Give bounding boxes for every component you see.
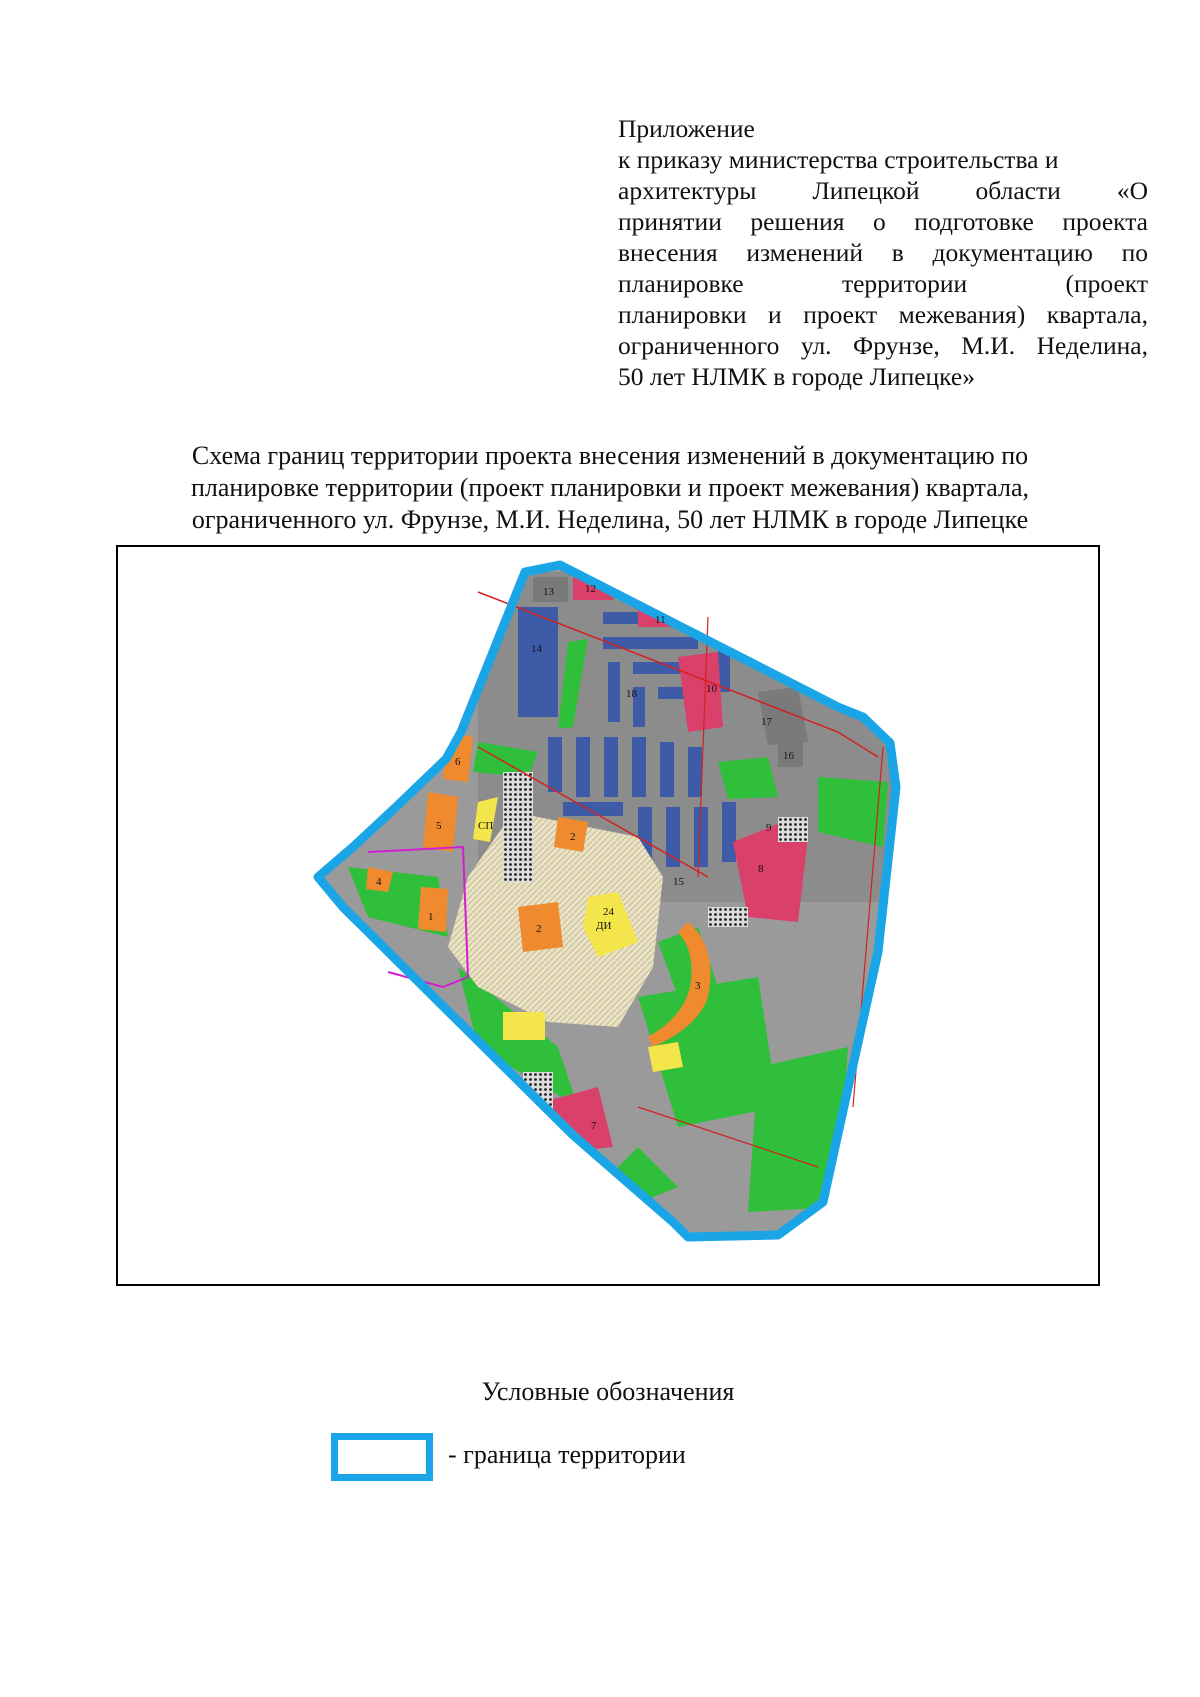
map-label: 11 [655, 614, 666, 626]
map-label: 16 [783, 750, 794, 762]
appendix-line: принятии решения о подготовке проекта [618, 207, 1148, 236]
map-label: 18 [626, 688, 637, 700]
map-label: 2 [536, 923, 542, 935]
map-label: 5 [436, 820, 442, 832]
territory-map [118, 547, 1098, 1284]
appendix-block [618, 113, 1148, 392]
map-label: ДИ [596, 920, 612, 932]
scheme-title-line: Схема границ территории проекта внесения изменений в документацию по [191, 441, 1029, 470]
map-label: 13 [543, 586, 554, 598]
appendix-line: планировке территории (проект [618, 269, 1148, 298]
legend-title: Условные обозначения [481, 1377, 735, 1406]
map-label: 9 [766, 822, 772, 834]
map-label: 6 [455, 756, 461, 768]
legend-swatch-boundary [331, 1433, 433, 1481]
appendix-line: архитектуры Липецкой области «О [618, 176, 1148, 205]
map-label: 1 [428, 911, 434, 923]
map-label: 2 [570, 831, 576, 843]
map-label: 10 [706, 683, 717, 695]
scheme-title-line: ограниченного ул. Фрунзе, М.И. Неделина, 50 лет НЛМК в городе Липецке [191, 505, 1029, 534]
map-label: 15 [673, 876, 684, 888]
appendix-line: к приказу министерства строительства и [618, 145, 1059, 174]
scheme-title-line: планировке территории (проект планировки и проект межевания) квартала, [190, 473, 1030, 502]
map-label: 14 [531, 643, 542, 655]
scheme-frame [116, 545, 1100, 1469]
scheme-title [120, 440, 1100, 536]
map-label: 4 [376, 876, 382, 888]
building-1 [418, 887, 448, 932]
map-label: 17 [761, 716, 772, 728]
legend-label-boundary: - граница территории [448, 1440, 686, 1469]
appendix-line: ограниченного ул. Фрунзе, М.И. Неделина, [618, 331, 1148, 360]
map-label: 24 [603, 906, 614, 918]
map-label: 8 [758, 863, 764, 875]
map-label: 7 [591, 1120, 597, 1132]
appendix-line: 50 лет НЛМК в городе Липецке» [618, 362, 975, 391]
map-label: 3 [695, 980, 701, 992]
map-label: 12 [585, 583, 596, 595]
appendix-line: внесения изменений в документацию по [618, 238, 1148, 267]
appendix-line: планировки и проект межевания) квартала, [618, 300, 1148, 329]
appendix-line: Приложение [618, 114, 755, 143]
map-label: СП [478, 820, 494, 832]
